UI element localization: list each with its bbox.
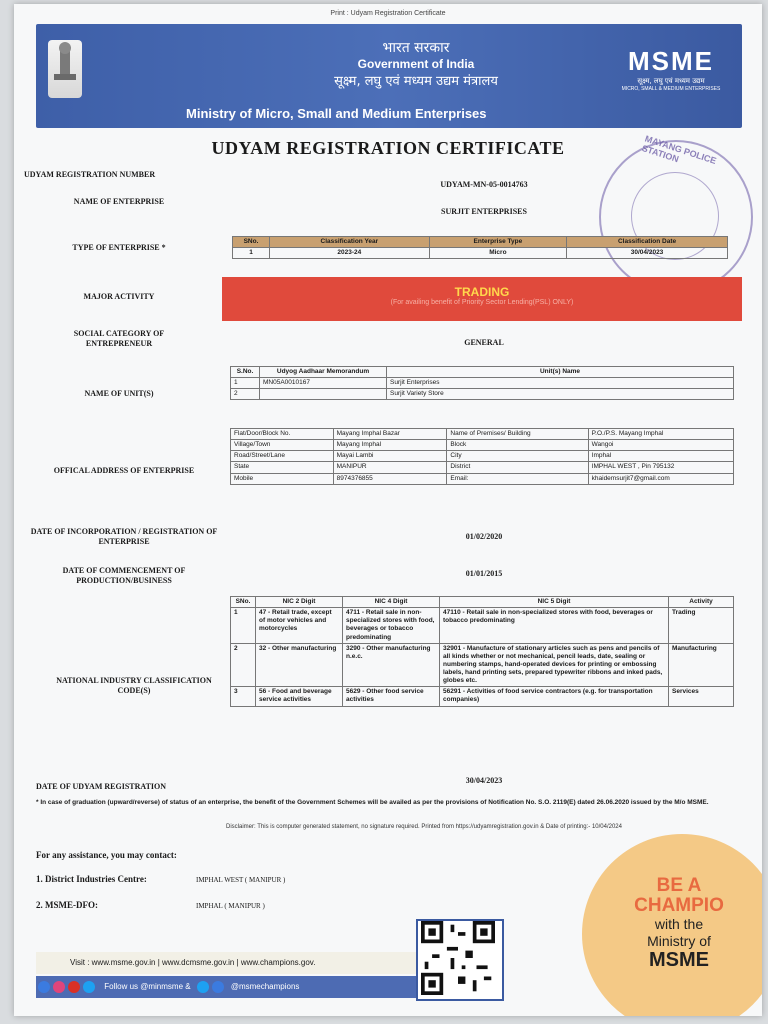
nic-2digit: 47 - Retail trade, except of motor vehicles and motorcycles [256,608,343,644]
address-value: MANIPUR [333,462,447,473]
nic-4digit: 3290 - Other manufacturing n.e.c. [343,643,440,687]
nic-activity: Services [669,687,734,706]
nic-col-4digit: NIC 4 Digit [343,597,440,608]
instagram-icon [53,981,65,993]
major-activity: TRADING [454,285,510,299]
col-enterprise-type: Enterprise Type [429,237,566,248]
table-row [231,389,734,400]
national-emblem-icon [48,40,82,98]
enterprise-name: SURJIT ENTERPRISES [441,207,527,216]
stamp-text: MAYANG POLICE STATION [640,133,718,166]
champion-line4: Ministry of [647,932,711,949]
unit-uam: MN05A0010167 [260,378,387,389]
follow-text: Follow us @minmsme & [104,982,191,991]
label-nic: NATIONAL INDUSTRY CLASSIFICATION CODE(S) [56,676,212,695]
nic-col-2digit: NIC 2 Digit [256,597,343,608]
twitter-icon [83,981,95,993]
nic-5digit: 47110 - Retail sale in non-specialized stores with food, beverages or tobacco predominating [440,608,669,644]
address-key: Mobile [231,473,334,484]
address-value: Mayai Lambi [333,451,447,462]
disclaimer: Disclaimer: This is computer generated statement, no signature required. Printed from https://udyamregistration.gov.in & Date of printing:- 10/04/2024 [226,824,622,830]
msme-logo [616,46,726,92]
table-row [231,687,734,706]
label-commencement: DATE OF COMMENCEMENT OF PRODUCTION/BUSINESS [62,566,186,585]
contact-label-dic: 1. District Industries Centre: [36,874,147,884]
hindi-government: भारत सरकार [382,40,450,56]
nic-col-activity: Activity [669,597,734,608]
address-value: Mayang Imphal Bazar [333,429,447,440]
assistance-heading: For any assistance, you may contact: [36,850,177,860]
facebook-icon [38,981,50,993]
classification-date: 30/04/2023 [567,248,728,259]
major-activity-box [222,277,742,321]
champion-line5: MSME [649,949,709,972]
table-row [231,473,734,484]
address-value: IMPHAL WEST , Pin 795132 [588,462,733,473]
facebook-icon [212,981,224,993]
follow-handle: @msmechampions [230,982,300,991]
table-row [231,440,734,451]
header-banner [36,24,742,128]
print-title: Print : Udyam Registration Certificate [330,10,446,17]
nic-col-5digit: NIC 5 Digit [440,597,669,608]
table-row [231,643,734,687]
police-station-stamp [599,133,753,294]
twitter-icon [197,981,209,993]
visit-links [36,952,416,974]
label-registration-number: UDYAM REGISTRATION NUMBER [24,170,156,179]
address-key: Road/Street/Lane [231,451,334,462]
label-major-activity: MAJOR ACTIVITY [83,292,155,301]
champion-line1: BE A [656,875,702,896]
table-row [231,451,734,462]
major-activity-note: (For availing benefit of Priority Sector Lending(PSL) ONLY) [390,299,574,306]
commencement-date: 01/01/2015 [465,569,503,578]
classification-year: 2023-24 [270,248,430,259]
nic-2digit: 56 - Food and beverage service activities [256,687,343,706]
hindi-ministry: सूक्ष्म, लघु एवं मध्यम उद्यम मंत्रालय [334,74,498,89]
youtube-icon [68,981,80,993]
address-key: Village/Town [231,440,334,451]
col-classification-year: Classification Year [270,237,430,248]
government-of-india: Government of India [357,57,475,71]
table-row [231,608,734,644]
address-key: Name of Premises/ Building [447,429,588,440]
enterprise-type-table [232,236,728,259]
certificate-title: UDYAM REGISTRATION CERTIFICATE [211,138,565,158]
label-incorporation: DATE OF INCORPORATION / REGISTRATION OF ENTERPRISE [30,527,218,546]
msme-logo-text: MSME [628,46,714,76]
address-value: khaidemsurjit7@gmail.com [588,473,733,484]
enterprise-type: Micro [429,248,566,259]
contact-value-dfo: IMPHAL ( MANIPUR ) [196,902,265,910]
nic-5digit: 32901 - Manufacture of stationary articles such as pens and pencils of all kinds whether or not mechanical, pencil leads, date, sealing or numbering stamps, hand-operated devices for printing or embossing labels, hand printing sets, prepared typewriter ribbons and inked pads, globes etc. [440,643,669,687]
address-table [230,428,734,485]
label-social-category: SOCIAL CATEGORY OF ENTREPRENEUR [73,329,165,348]
ministry-name: Ministry of Micro, Small and Medium Enterprises [186,106,487,121]
address-key: Block [447,440,588,451]
address-value: P.O./P.S. Mayang Imphal [588,429,733,440]
nic-2digit: 32 - Other manufacturing [256,643,343,687]
nic-col-sno: SNo. [231,597,256,608]
type-sno: 1 [233,248,270,259]
nic-sno: 2 [231,643,256,687]
address-value: 8974376855 [333,473,447,484]
address-value: Mayang Imphal [333,440,447,451]
address-key: Email: [447,473,588,484]
udyam-registration-date: 30/04/2023 [465,776,503,785]
nic-activity: Trading [669,608,734,644]
nic-4digit: 4711 - Retail sale in non-specialized stores with food, beverages or tobacco predominating [343,608,440,644]
champion-text [604,876,754,972]
social-category: GENERAL [464,338,504,347]
table-row [231,462,734,473]
social-footer [36,976,416,998]
unit-name: Surjit Enterprises [387,378,734,389]
units-table [230,366,734,400]
units-col-sno: S.No. [231,367,260,378]
label-enterprise-type: TYPE OF ENTERPRISE * [72,243,166,252]
label-udyam-date: DATE OF UDYAM REGISTRATION [36,782,167,791]
address-key: District [447,462,588,473]
col-sno: SNo. [233,237,270,248]
unit-sno: 1 [231,378,260,389]
champion-line3: with the [654,915,704,932]
contact-label-dfo: 2. MSME-DFO: [36,900,98,910]
nic-table [230,596,734,707]
units-col-uam: Udyog Aadhaar Memorandum [260,367,387,378]
address-value: Imphal [588,451,733,462]
contact-value-dic: IMPHAL WEST ( MANIPUR ) [196,876,286,884]
unit-name: Surjit Variety Store [387,389,734,400]
address-key: City [447,451,588,462]
graduation-note: * In case of graduation (upward/reverse) of status of an enterprise, the benefit of the Government Schemes will be availed as per the provisions of Notification No. S.O. 2119(E) dated 26.06.2020 issued by the M/o MSME. [36,799,709,806]
visit-text: Visit : www.msme.gov.in | www.dcmsme.gov.in | www.champions.gov. [70,958,316,967]
table-row [231,378,734,389]
msme-logo-subtitle: MICRO, SMALL & MEDIUM ENTERPRISES [621,86,721,92]
champion-line2: CHAMPIO [634,894,724,916]
col-classification-date: Classification Date [567,237,728,248]
address-key: State [231,462,334,473]
nic-activity: Manufacturing [669,643,734,687]
nic-5digit: 56291 - Activities of food service contractors (e.g. for transportation companies) [440,687,669,706]
msme-logo-hindi: सूक्ष्म, लघु एवं मध्यम उद्यम [637,77,705,85]
registration-number: UDYAM-MN-05-0014763 [440,180,528,189]
nic-sno: 1 [231,608,256,644]
qr-code-icon [416,919,504,1001]
nic-sno: 3 [231,687,256,706]
address-value: Wangoi [588,440,733,451]
banner-heading [266,38,566,89]
unit-sno: 2 [231,389,260,400]
units-col-name: Unit(s) Name [387,367,734,378]
address-key: Flat/Door/Block No. [231,429,334,440]
nic-4digit: 5629 - Other food service activities [343,687,440,706]
label-address: OFFICAL ADDRESS OF ENTERPRISE [53,466,195,475]
label-enterprise-name: NAME OF ENTERPRISE [73,197,165,206]
certificate-sheet [14,4,762,1016]
table-row [231,429,734,440]
label-units: NAME OF UNIT(S) [84,389,154,398]
unit-uam [260,389,387,400]
incorporation-date: 01/02/2020 [465,532,503,541]
